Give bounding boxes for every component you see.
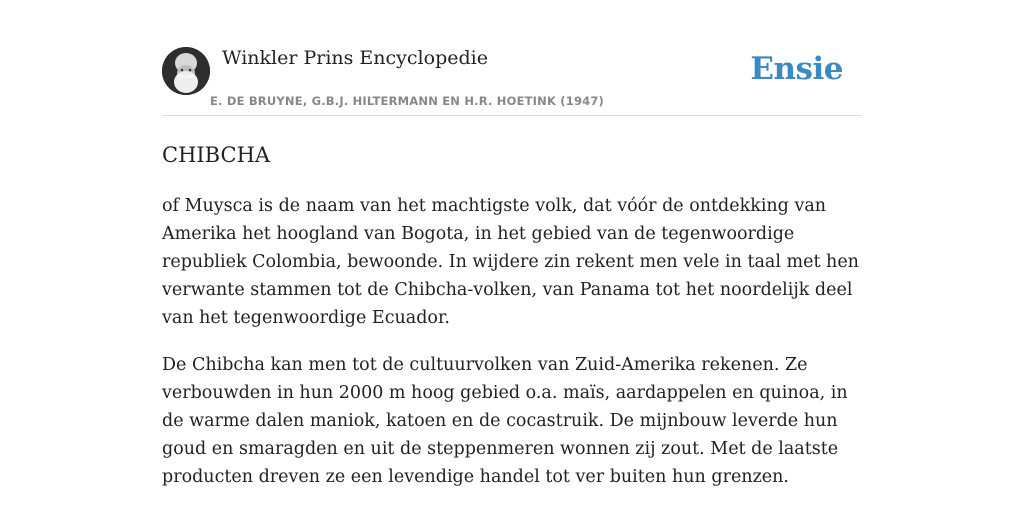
site-header	[162, 0, 862, 116]
entry-content	[162, 192, 862, 510]
author-portrait-icon[interactable]	[162, 47, 210, 95]
entry-title: CHIBCHA	[162, 143, 271, 167]
page	[162, 0, 862, 512]
authors-line: E. DE BRUYNE, G.B.J. HILTERMANN EN H.R. HOETINK (1947)	[210, 94, 605, 108]
entry-paragraph-1: of Muysca is de naam van het machtigste volk, dat vóór de ontdekking van Amerika het hoogland van Bogota, in het gebied van de tegenwoordige republiek Colombia, bewoonde. In wijdere zin rekent men vele in taal met hen verwante stammen tot de Chibcha-volken, van Panama tot het noordelijk deel van het tegenwoordige Ecuador.	[162, 196, 859, 328]
ensie-logo[interactable]: Ensie	[750, 51, 843, 87]
entry-paragraph-2: De Chibcha kan men tot de cultuurvolken van Zuid-Amerika rekenen. Ze verbouwden in hun 2000 m hoog gebied o.a. maïs, aardappelen en quinoa, in de warme dalen maniok, katoen en de cocastruik. De mijnbouw leverde hun goud en smaragden en uit de steppenmeren wonnen zij zout. Met de laatste producten dreven ze een levendige handel tot ver buiten hun grenzen.	[162, 355, 848, 487]
encyclopedia-title[interactable]: Winkler Prins Encyclopedie	[222, 47, 488, 69]
